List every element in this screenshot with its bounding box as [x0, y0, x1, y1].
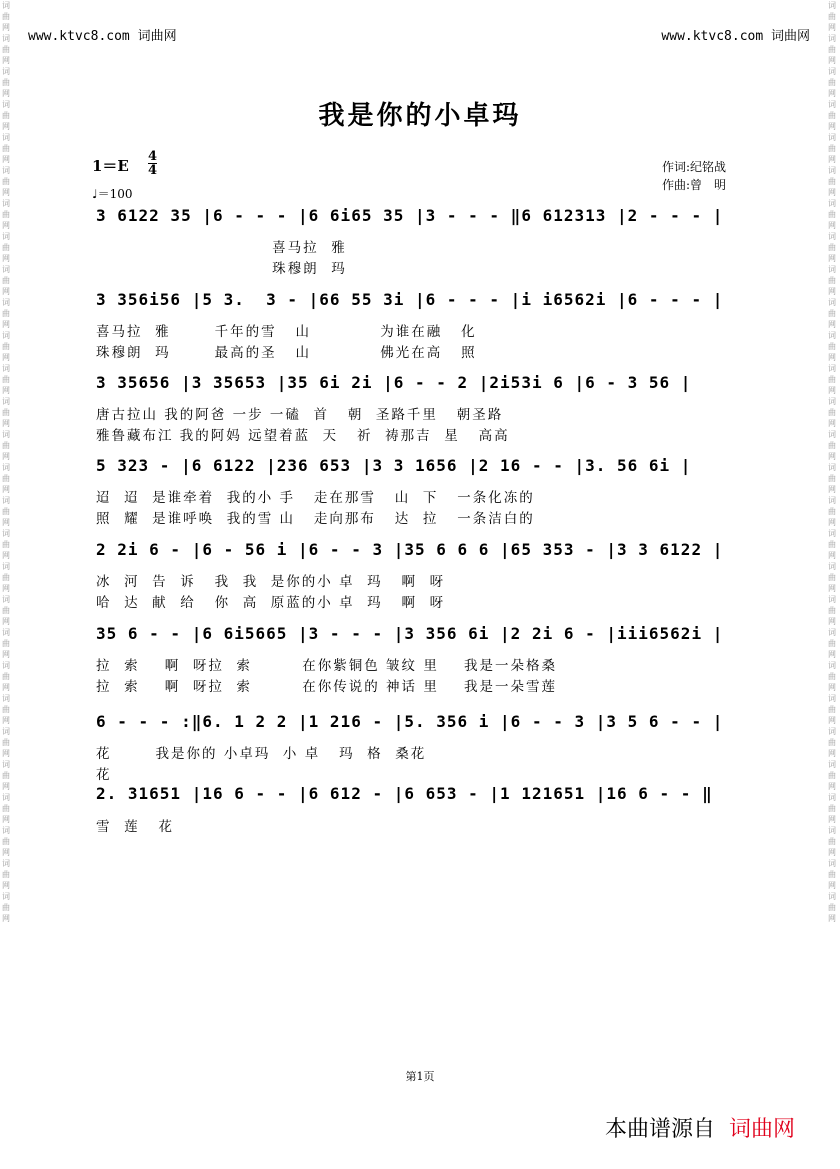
lyricist: 作词:纪铭战 [662, 160, 727, 174]
staff-row [96, 784, 756, 814]
lyrics-line: 拉 索 啊 呀拉 索 在你紫铜色 皱纹 里 我是一朵格桑 [96, 658, 557, 674]
notes: 3 356i56 |5 3. 3 - |66 55 3i |6 - - - |i i6562i |6 - - - | [96, 290, 724, 309]
notes: 3 35656 |3 35653 |35 6i 2i |6 - - 2 |2i53i 6 |6 - 3 56 | [96, 373, 692, 392]
time-numerator: 4 [148, 149, 158, 164]
source-prefix: 本曲谱源自 [604, 1117, 715, 1142]
lyrics-line: 照 耀 是谁呼唤 我的雪 山 走向那布 达 拉 一条洁白的 [96, 511, 535, 527]
lyrics-line: 冰 河 告 诉 我 我 是你的小 卓 玛 啊 呀 [96, 574, 446, 590]
staff-row [96, 206, 756, 236]
staff-row [96, 540, 756, 570]
lyrics-line: 雅鲁藏布江 我的阿妈 远望着蓝 天 祈 祷那吉 星 高高 [96, 428, 510, 444]
notes: 2 2i 6 - |6 - 56 i |6 - - 3 |35 6 6 6 |65 353 - |3 3 6122 | [96, 540, 724, 559]
composer: 作曲:曾 明 [662, 178, 727, 192]
lyrics-line: 花 [96, 767, 112, 783]
song-title: 我是你的小卓玛 [318, 101, 522, 131]
source-credit [605, 1112, 795, 1143]
lyrics-line: 哈 达 献 给 你 高 原蓝的小 卓 玛 啊 呀 [96, 595, 446, 611]
side-watermark-left: 词曲网词曲网词曲网词曲网词曲网词曲网词曲网词曲网词曲网词曲网词曲网词曲网词曲网词曲网词曲网词曲网词曲网词曲网词曲网词曲网词曲网词曲网词曲网词曲网词曲网词曲网词曲网词曲网 [2, 1, 10, 923]
header-site-right[interactable]: www.ktvc8.com 词曲网 [661, 29, 810, 44]
tempo-mark: ♩＝100 [92, 187, 133, 201]
notes: 35 6 - - |6 6i5665 |3 - - - |3 356 6i |2 2i 6 - |iii6562i | [96, 624, 724, 643]
staff-row [96, 624, 756, 654]
lyrics-line: 珠穆朗 玛 [96, 261, 347, 277]
key-signature: 1＝E [92, 157, 129, 175]
notes: 5 323 - |6 6122 |236 653 |3 3 1656 |2 16 - - |3. 56 6i | [96, 456, 692, 475]
notes: 3 6122 35 |6 - - - |6 6i65 35 |3 - - - ‖6 612313 |2 - - - | [96, 206, 724, 225]
notes: 2. 31651 |16 6 - - |6 612 - |6 653 - |1 121651 |16 6 - - ‖ [96, 784, 713, 803]
time-denominator: 4 [148, 163, 158, 178]
page-number: 第1页 [405, 1070, 435, 1083]
staff-row [96, 456, 756, 486]
header-site-left[interactable]: www.ktvc8.com 词曲网 [28, 29, 177, 44]
notes: 6 - - - :‖6. 1 2 2 |1 216 - |5. 356 i |6 - - 3 |3 5 6 - - | [96, 712, 724, 731]
lyrics-line: 迢 迢 是谁牵着 我的小 手 走在那雪 山 下 一条化冻的 [96, 490, 535, 506]
staff-row [96, 290, 756, 320]
lyrics-line: 唐古拉山 我的阿爸 一步 一磕 首 朝 圣路千里 朝圣路 [96, 407, 504, 423]
lyrics-line: 花 我是你的 小卓玛 小 卓 玛 格 桑花 [96, 746, 427, 762]
side-watermark-right: 词曲网词曲网词曲网词曲网词曲网词曲网词曲网词曲网词曲网词曲网词曲网词曲网词曲网词曲网词曲网词曲网词曲网词曲网词曲网词曲网词曲网词曲网词曲网词曲网词曲网词曲网词曲网词曲网 [828, 1, 836, 923]
lyrics-line: 拉 索 啊 呀拉 索 在你传说的 神话 里 我是一朵雪莲 [96, 679, 557, 695]
lyrics-line: 喜马拉 雅 [96, 240, 347, 256]
staff-row [96, 712, 756, 742]
credits [662, 158, 726, 194]
time-signature [148, 150, 157, 177]
lyrics-line: 珠穆朗 玛 最高的圣 山 佛光在高 照 [96, 345, 477, 361]
source-brand-link[interactable]: 词曲网 [728, 1117, 795, 1142]
staff-row [96, 373, 756, 403]
lyrics-line: 雪 莲 花 [96, 819, 174, 835]
lyrics-line: 喜马拉 雅 千年的雪 山 为谁在融 化 [96, 324, 477, 340]
